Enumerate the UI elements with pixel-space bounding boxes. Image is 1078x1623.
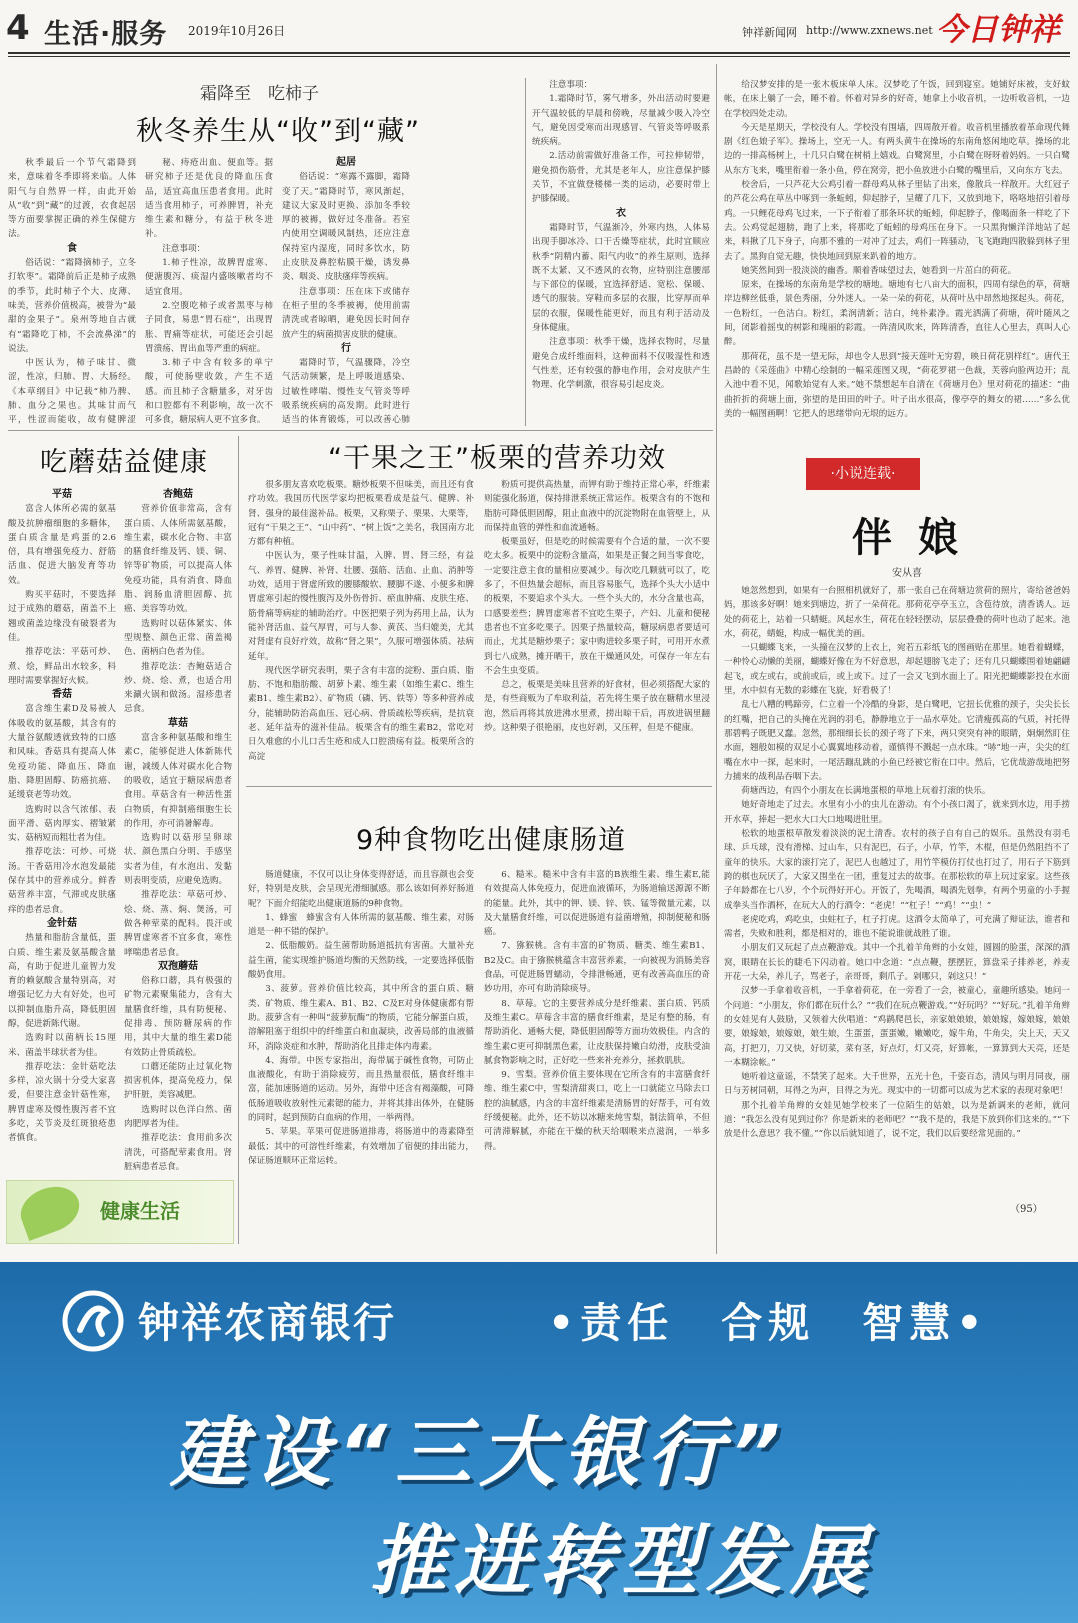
article2-col2 — [124, 488, 232, 1174]
paragraph: 富含维生素D及易被人体吸收的氨基酸，其含有的大量谷氨酸透就致特的口感和风味。香菇具有提高人体免疫功能、降血压、降血脂、降胆固醇、防癌抗癌、延缓衰老等功效。 — [8, 704, 116, 801]
paragraph: 推荐吃法：可炒、可烧汤。干香菇用冷水泡发最能保存其中的营养成分。鲜香菇营养丰富，气滞或皮肤瘙痒的患者忌食。 — [8, 847, 116, 915]
paragraph: 她忽然想到，如果有一台照相机就好了，那一张自己在荷塘边赏荷的照片，寄给爸爸妈妈，那该多好啊！她来到塘边，折了一朵荷花。那荷花亭亭玉立，含苞待放，清香诱人。远处的荷花上，站着一只蜻蜓。风起水生，荷花在轻轻摆动，层层叠叠的荷叶也动了起来。池水，荷花，蜻蜓，构成一幅优美的画。 — [724, 586, 1070, 639]
article1-col4 — [532, 78, 710, 426]
paragraph: 注意事项：秋季干燥，选择衣物时，尽量避免合成纤维面料，这种面料不仅吸湿性和透气性差，还有较强的静电作用，会对皮肤产生物理、化学刺激，很容易引起皮炎。 — [532, 337, 710, 391]
paragraph: 2、低脂酸奶。益生菌帮助肠道抵抗有害菌。大量补充益生菌，能实现维护肠道均衡的天然防线，一定要选择低脂酸奶食用。 — [248, 941, 474, 981]
paragraph: 推荐吃法：平菇可炒、煮、烩，鲜品出水较多，料理时需要掌握好火候。 — [8, 647, 116, 686]
article3-col2 — [484, 478, 710, 778]
paragraph: 5、苹果。苹果可促进肠道排毒，将肠道中的毒素降至最低；其中的可溶性纤维素，有效增加了宿便的排出能力，保证肠道顺环正常运转。 — [248, 1127, 474, 1166]
divider-vertical — [238, 436, 239, 1244]
subheading: 香菇 — [52, 689, 72, 701]
paragraph: 荷塘西边，有四个小朋友在长满地蛋根的草地上玩着打滚的快乐。 — [741, 786, 991, 797]
subheading: 杏鲍菇 — [163, 489, 193, 500]
serial-episode-number: （95） — [1010, 1204, 1043, 1215]
paragraph: 注意事项： — [162, 243, 206, 254]
article1-col2 — [145, 156, 273, 426]
paragraph: 很多朋友喜欢吃板栗。糖炒板栗不但味美，而且还有食疗功效。我国历代医学家均把板栗看成是益气、健脾、补肾、强身的最佳滋补品。板栗，又称栗子、栗果、大栗等，冠有“干果之王”、“山中药”、“树上饭”之美名，我国南方北方都有种植。 — [248, 480, 474, 548]
paragraph: 俗话说：“霜降摘柿子，立冬打软枣”。霜降前后正是柿子成熟的季节，此时柿子个大、皮薄、味美，营养价值极高，被誉为“最甜的金果子”。泉州等地自古就有“霜降吃丁柿，不会流鼻涕”的说法。 — [8, 258, 136, 354]
serial-bottom-text — [724, 584, 1070, 1198]
article2-title: 吃蘑菇益健康 — [40, 447, 208, 478]
paragraph: 俗话说：“寒露不露脚，霜降变了天。”霜降时节，寒风渐起，建议大家及时更换、添加冬季较厚的被褥，做好过冬准备。若室内使用空调暖风制热，还应注意保持室内湿度，同时多饮水，防止皮肤及鼻腔粘膜干燥，诱发鼻炎、咽炎、皮肤瘙痒等疾病。 — [282, 172, 410, 283]
subheading: 双孢蘑菇 — [158, 960, 198, 972]
paragraph: 2.空腹吃柿子或者黑枣与柿子同食，易患“胃石症”，出现胃胀、胃痛等症状，可能还会引起胃溃疡、胃出血等严重的病症。 — [145, 300, 273, 354]
paragraph: 现代医学研究表明，栗子含有丰富的淀粉、蛋白质、脂肪、不饱和脂肪酸、胡萝卜素、维生素（如维生素C、维生素B1、维生素B2）、矿物质（磷、钙、铁等）等多种营养成分，能辅助防治高血压、冠心病、骨质疏松等疾病，是抗衰老、延年益寿的滋补佳品。板栗含有的维生素B2，常吃对日久难愈的小儿口舌生疮和成人口腔溃疡有益。板栗所含的高淀 — [248, 665, 474, 762]
paragraph: 总之，板栗是美味且营养的好食材，但必须搭配大家的是，有些商贩为了牟取利益，若先将生栗子放在糖精水里浸泡，然后再将其放进沸水里煮，捞出晾干后，再放进锅里翻炒。这种栗子很艳丽，皮也好剥，又压秤，但是不健康。 — [484, 680, 710, 734]
paragraph: 霜降时节，气温骤降，冷空气活动频繁，是上呼吸道感染、过敏性哮喘、慢性支气管炎等呼吸系统疾病的高发期。此时进行适当的体育锻炼，可以改善心肺 — [282, 358, 410, 426]
paragraph: 粉质可提供高热量，而钾有助于维持正常心率，纤维素则能强化肠道，保持排泄系统正常运作。板栗含有的不饱和脂肪可降低胆固醇，阻止血液中的沉淀物附在血管壁上，从而保持血管的弹性和血流通畅。 — [484, 480, 710, 533]
paper-name: 今日钟祥 — [936, 12, 1060, 48]
paragraph: 校舍后，一只芦花大公鸡引着一群母鸡从林子里钻了出来，像散兵一样散开。大红冠子的芦花公鸡在草丛中啄到一条蚯蚓，仰起脖子，呈耀了几下，又放到地下，咯咯地招引着母鸡。一只鲤花母鸡飞过来，一下子衔着了那条环状的蚯蚓，仰起脖子，像喝面条一样吃了下去。公鸡觉起翅膀，跑了上来，将那吃了蚯蚓的母鸡压在身下。一只黑狗懒洋洋地站了起来，料揪了几下身子，向那不雅的一对冲了过去，鸡们一阵骚动，飞飞跑跑四散躲到林子里去了。黑狗自觉无趣，快快地回到原来趴着的地方。 — [724, 180, 1070, 262]
paragraph: 选购时以菇体紧实、体型规整、颜色正常、菌盖褐色、菌柄白色者为佳。 — [124, 618, 232, 658]
article4-col1 — [248, 868, 474, 1250]
paragraph: 推荐吃法：草菇可炒、烩、烧、蒸、焖、煲汤，可做各种荤菜的配料。畏汗或脾胃虚寒者不宜多食，寒性哮喘患者忌食。 — [124, 890, 232, 958]
paragraph: 1.霜降时节，雾气增多，外出活动时要避开气温较低的早晨和傍晚，尽量减少吸入冷空气，避免因受寒而出现感冒、气管炎等呼吸系统疾病。 — [532, 94, 710, 148]
paragraph: 秋季最后一个节气霜降到来，意味着冬季即将来临。人体阳气与自然界一样，由此开始从“收”到“藏”的过渡，衣食起居等方面要掌握正确的养生保健方法。 — [8, 158, 136, 240]
masthead-rule-thin — [8, 56, 1070, 57]
paragraph: 9、雪梨。营养价值主要体现在它所含有的丰富膳食纤维、维生素C中，雪梨清甜爽口，吃上一口就能立马除去口腔的油腻感，内含的丰富纤维素是清肠胃的好帮手，可有效纾缓便秘。此外，还不妨以冰糖来炖雪梨，制法简单，不但可清滞解腻，亦能在干燥的秋天给咽喉来点滋润，一举多得。 — [484, 1070, 710, 1152]
divider-horizontal — [8, 430, 713, 431]
paragraph: 中医认为，栗子性味甘温，入脾、胃、肾三经，有益气、养胃、健脾、补肾、壮腰、强筋、活血、止血、消肿等功效，适用于肾虚所致的腰膝酸软、腰脚不遂、小便多和脾胃虚寒引起的慢性腹泻及外伤骨折、瘀血肿痛、皮肤生疮、筋骨痛等病症的辅助治疗。中医把栗子列为药用上品，认为能补肾活血、益气厚胃，可与人参、黄芪、当归媲美，尤其对肾虚有良好疗效，故称“肾之果”，久服可增强体质、祛病延年。 — [248, 551, 474, 662]
paragraph: 1.柿子性凉，故脾胃虚寒、便溏腹泻、痰湿内盛咳嗽者均不适宜食用。 — [145, 258, 273, 297]
paragraph: 她听着这童谣，不禁笑了起来。大千世界，五光十色，千姿百态，清风与明月同夜，丽日与芳树同朝，耳得之为声，目得之为光。现实中的一切都可以成为艺术家的表现对象吧！ — [724, 1072, 1070, 1097]
subheading: 草菇 — [168, 717, 188, 729]
paragraph: 汉梦一手拿着收音机，一手拿着荷花，在一旁看了一会，被童心，童趣所感染。她问一个问道：“小朋友，你们都在玩什么？”“我们在玩点鞭游戏。”“好玩吗？”“好玩。”扎着羊角辫的女娃见有人鼓励，又领着大伙唱道：“鸡鹋爬邑长，亲家娘娘娘，娘娘嫁，嫁娘嫁，娘娘要，娘嫁娘，娘嫁娘，娘生娘，生蛋蛋，蛋蛋嫩，嫩嫩吃，嫁牛角，牛角尖，尖上天，天又高，打把刀，刀又快，好切菜，菜有茎，好点灯，灯又亮，好算帐，一算算到大天亮，还是一本糊涂帐。” — [724, 986, 1070, 1068]
ad-bank-name: 钟祥农商银行 — [138, 1299, 396, 1347]
page-number: 4 — [6, 8, 30, 48]
subheading: 行 — [341, 342, 351, 354]
issue-date: 2019年10月26日 — [188, 24, 286, 38]
paragraph: 选购时以菌柄长15厘米、菌盖半球状者为佳。 — [8, 1033, 116, 1058]
paragraph: 富含人体所必需的氨基酸及抗肿瘤细胞的多糖体，蛋白质含量是鸡蛋的2.6倍，具有增强免疫力、舒筋活血、促进大脑发育等功效。 — [8, 504, 116, 586]
paragraph: 1、蜂蜜 蜂蜜含有人体所需的氨基酸、维生素，对肠道是一种不错的保护。 — [248, 912, 474, 938]
site-name: 钟祥新闻网 — [742, 26, 797, 39]
paragraph: 秘、痔疮出血、便血等。据研究柿子还是优良的降血压食品，适宜高血压患者食用。此时适当食用柿子，可养脾胃，补充维生素和糖分，有益于秋冬进补。 — [145, 158, 273, 240]
article1-kicker: 霜降至 吃柿子 — [200, 84, 319, 104]
article1-col1 — [8, 156, 136, 426]
subheading: 平菇 — [52, 489, 72, 500]
divider-vertical — [525, 78, 526, 426]
paragraph: 热量和脂肪含量低，蛋白质、维生素及氨基酸含量高，有助于促进儿童智力发育的赖氨酸含量特别高，对增强记忆力大有好处，也可以抑制血脂升高，降低胆固醇，促进新陈代谢。 — [8, 933, 116, 1029]
divider-vertical — [716, 64, 717, 1254]
paragraph: 2.活动前需做好准备工作，可拉伸韧带，避免损伤筋骨，尤其是老年人，应注意保护膝关节，不宜做登楼梯一类的运动，必要时带上护膝保暖。 — [532, 151, 710, 205]
paragraph: 原来，在操场的东南角是学校的塘地。塘地有七八亩大的面积，四周有绿色的草，荷塘岸边柳丝低垂，景色秀丽，分外迷人。一朵一朵的荷花，从荷叶丛中昂然地探起头。荷花，一色粉红，一色洁白。粉红，柔润清新；洁白，纯朴素净。霞光洒满了荷塘，荷叶随风之间，闭影着摇曳的树影和瑰丽的彩霞。一阵清风吹来，阵阵清香，直往人心里去，真叫人心醉。 — [724, 280, 1070, 348]
paragraph: 6、糙米。糙米中含有丰富的B族维生素、维生素E,能有效提高人体免疫力，促进血液循环，为肠道输送源源不断的能量。此外，其中的钾、镁、锌、铁、锰等微量元素，以及大量膳食纤维，可以促进肠道有益菌增殖，抑制便秘和肠癌。 — [484, 870, 710, 938]
paragraph: 注意事项： — [549, 80, 593, 90]
article1-col3 — [282, 156, 410, 426]
subheading: 金针菇 — [47, 917, 77, 929]
novel-title: 伴娘 — [852, 514, 984, 561]
paragraph: 8、草莓。它的主要营养成分是纤维素、蛋白质、钙质及维生素C。草莓含丰富的膳食纤维素，是足有整的肠，有帮助消化、通畅大便，降低胆固醇等方面功效极佳。内含的维生素C更可抑制黑色素，让皮肤保持嫩白幼滑，皮肤受油腻食物影响之时，正好吃一些来补充养分，拯救肌肤。 — [484, 998, 710, 1066]
paragraph: 她笑然间到一股淡淡的幽香。顺着香味望过去，她看到一片茁白的荷花。 — [741, 265, 1017, 276]
site-url[interactable]: http://www.zxnews.net — [806, 24, 933, 37]
masthead-rule — [8, 52, 1070, 54]
article4-col2 — [484, 868, 710, 1250]
bank-logo-icon — [62, 1290, 124, 1352]
paragraph: 营养价值非常高，含有蛋白质、人体所需氨基酸，维生素，碳水化合物、丰富的膳食纤维及钙、镁、铜、锌等矿物质，可以提高人体免疫功能，具有消食、降血脂、润肠血清胆固醇、抗癌、美容等功效。 — [124, 504, 232, 615]
paragraph: 那个扎着羊角辫的女娃见她学校来了一位陌生的姑娘，以为是新调来的老师，就问道：“我怎么没有见到过你？你是新来的老师吧？”“我不是的，我是下放到你们这来的。”“下放是什么意思？我不懂。”“你以后就知道了，说不定，我们以后要经常见面的。” — [724, 1100, 1070, 1140]
paragraph: 松软的地蛋根草散发着淡淡的泥土清香。农村的孩子自有自己的娱乐。虽然没有羽毛球、乒乓球，没有滑梯、过山车，只有泥巴，石子，小草，竹竿，木棍，但是仍然阻挡不了童年的快乐。大家的滚打完了，泥巴人也越过了，用竹竿模仿打仗也打过了，用石子下筋到跨的棋也玩厌了，大家又围坐在一团，重复过去的故事。在那松软的草上玩过家家。这些孩子年龄都在七八岁，个个玩得好开心。开饭了，先喝酒，喝酒先划拳，有两个男童的小手握成拳头当作酒杯，在玩大人的行酒令：“老虎！”“杠子！”“鸡！”“虫！” — [724, 829, 1070, 911]
paragraph: 推荐吃法：金针菇吃法多样，凉火锅十分受大家喜爱，但要注意金针菇性寒，脾胃虚寒及慢性腹泻者不宜多吃，关节炎及红斑狼疮患者慎食。 — [8, 1061, 116, 1144]
paragraph: 富含多种氨基酸和维生素C，能够促进人体新陈代谢，减缓人体对碳水化合物的吸收，适宜于糖尿病患者食用。草菇含有一种活性蛋白物质，有抑制癌细胞生长的作用，亦可消暑解毒。 — [124, 733, 232, 829]
paragraph: 老虎吃鸡，鸡吃虫，虫蛀杠子，杠子打虎。这酒令太简单了，可充满了辩证法，谁者和需者，失败和胜利，都是相对的，谁也不能说谁就战胜了谁。 — [724, 914, 1070, 940]
paragraph: 3.柿子中含有较多的单宁酸，可使肠壁收敛，产生不适感。而且柿子含糖量多，对牙齿和口腔都有不利影响，故一次不可多食，糖尿病人更不宜多食。 — [145, 358, 273, 426]
article2-col1 — [8, 488, 116, 1174]
paragraph: 口蘑还能防止过氧化物损害机体，提高免疫力，保护肝脏，美容减肥。 — [124, 1061, 232, 1101]
subheading: 衣 — [616, 207, 626, 219]
paragraph: 乱七八糟的鸭蹄旁，仁立着一个冷酷的身影，是白鹭吧，它扭长优雅的颈子，尖尖长长的红嘴，把自己的头掩在光润的羽毛，静静地立于一品水草处。它清瘦孤高的气质，衬托得那碧鸭子既肥又蠢。忽然，那细细长长的颈子弯了下来，两只突突有神的眼睛，炯炯然盯住水面，翘般如模的双足小心翼翼地移动着，谨慎得不溅起一点水珠。“哧”地一声，尖尖的红嘴在水中一探，起来时，一尾活蹦乱跳的小鱼已经被它衔在口中。然后，它优哉游哉地把努力捕来的战利品吞咽下去。 — [724, 700, 1070, 782]
divider-horizontal — [246, 786, 712, 787]
paragraph: 今天是星期天，学校没有人。学校没有围墙，四周散开着。收音机里播放着革命现代舞剧《红色娘子军》。操场上，空无一人。有两头黄牛在操场的东南角悠闲地吃草。操场的北边的一排高杨树上，十几只白鹭在树梢上嬉戏。白鹭窝里，小白鹭在呀呀着妈妈。一只白鹭从东方飞来，嘴里衔着一条小鱼，停在窝旁，把小鱼放进小白鹭的嘴里后，又向东方飞去。 — [724, 122, 1070, 176]
paragraph: 板栗虽好，但是吃的时候需要有个合适的量，一次不要吃太多。板栗中的淀粉含量高，如果是正餐之间当零食吃，一定要注意主食的量相应要减少。每次吃几颗就可以了，吃多了，不但热量会超标，而且容易胀气，选择个头大小适中的板栗，不要追求个头大。一些个头大的，水分含量也高，口感要差些；脾胃虚寒者不宜吃生栗子，产妇、儿童和便秘患者也不宜多吃栗子。因栗子热量较高，糖尿病患者要适可而止，尤其是糖炒栗子；家中购进较多栗子时，可用开水煮到七八成熟，摊开晒干，放在干燥通风处，可保存一年左右不会生虫变质。 — [484, 537, 710, 676]
paragraph: 俗称口蘑，具有极强的矿物元素聚集能力，含有大量膳食纤维，具有防便秘、促排毒、预防糖尿病的作用，其中大量的维生素D能有效防止骨质疏松。 — [124, 976, 232, 1058]
paragraph: 她好奇地走了过去。水里有小小的虫儿在游动。有个小孩口渴了，就来到水边，用手捞开水草，捧起一把水大口大口地喝进肚里。 — [724, 800, 1070, 825]
paragraph: 3、菠萝。营养价值比较高，其中所含的蛋白质、糖类、矿物质、维生素A、B1、B2、C及E对身体健康都有帮助。菠萝含有一种叫“菠萝朊酶”的物质，它能分解蛋白质，溶解阻塞于组织中的纤维蛋白和血凝块，改善局部的血液循环，消除炎症和水肿，帮助消化且排走体内毒素。 — [248, 984, 474, 1052]
subheading: 食 — [67, 242, 77, 254]
ad-values: •责任 合规 智慧• — [548, 1299, 989, 1347]
paragraph: 霜降时节，气温渐冷，外寒内热，人体易出现手脚冰冷、口干舌燥等症状，此时宜顺应秋季“阴精内蓄、阳气内收”的养生原则，选择既不太紧、又不透风的衣物，应特别注意腰部与下部位的保暖，宜选择舒适、宽松、保暖、透气的服装。穿鞋而多层的衣服，比穿厚而单层的衣服，保暖性能更好，而且有利于活动及身体健康。 — [532, 222, 710, 334]
paragraph: 购买平菇时，不要选择过于成熟的蘑菇，菌盖不上翘或菌盖边缘没有破裂者为佳。 — [8, 590, 116, 643]
serial-top-text — [724, 78, 1070, 446]
subheading: 起居 — [336, 157, 356, 168]
paragraph: 一只蝴蝶飞来，一头撞在汉梦的上衣上，宛若五彩纸飞的图画贴在那里。她看着蝴蝶，一种怜心动懒的美丽，蝴蝶好像在为不好意思，却起翅膀飞走了；还有几只蝴蝶围着她翩翩起飞，或左或右，或前或后，或上或下。过了一会又飞到水面上了。阳光把蝴蝶影投在水面里，水中似有无数的彩蝶在飞旋，好看极了！ — [724, 643, 1070, 697]
paragraph: 选购时以含气浓郁、表面平滑、菇肉厚实、褶皱紧实、菇柄短而粗壮者为佳。 — [8, 804, 116, 844]
paragraph: 那荷花，虽不是一望无际，却也令人思到“接天莲叶无穷碧，映日荷花别样红”。唐代王昌龄的《采莲曲》中精心绘制的一幅采莲图又现，“荷花罗裙一色裁，芙蓉向脸两边开；乱入池中看不见，闻歌始觉有人来。”她不禁想起车自清在《荷塘月色》里对荷花的描述：“曲曲折折的荷塘上面，弥望的是田田的叶子。叶子出水很高，像亭亭的舞女的裙……”多么优美的一幅图画啊！它把人的思绪带向无垠的远方。 — [724, 351, 1070, 419]
paragraph: 给汉梦安排的是一张木板床单人床。汉梦吃了午饭，回到寝室。她铺好床被，支好蚊帐，在床上躺了一会，睡不着。怀着对异乡的好奇，她拿上小收音机，一边听收音机，一边在学校四处走动。 — [724, 80, 1070, 119]
paragraph: 小朋友们又玩起了点点鞭游戏。其中一个扎着羊角辫的小女娃，圆圆的脸蛋，深深的酒窝，眼睛在长长的睫毛下闪动着。她口中念道：“点点鞭，摆摆匠，算盘采子排养老，养麦开花一大朵，养儿子，骂老子，亲哥哥，剩爪子。剁哪只，剁这只！” — [724, 943, 1070, 983]
ad-slogan-2: 推进转型发展 — [370, 1516, 874, 1605]
section-title: 生活·服务 — [44, 19, 168, 50]
paragraph: 中医认为，柿子味甘、微涩，性凉，归肺、胃、大肠经。《本草纲目》中记载“柿乃脾、肺、血分之果也。其味甘而气平，性涩而能收，故有健脾涩 — [8, 358, 136, 426]
paragraph: 肠道健康，不仅可以让身体变得舒适，而且容颜也会变好，特别是皮肤，会呈现光滑细腻感。那么该如何养好肠道呢？下面介绍能吃出健康道肠的9种食物。 — [248, 870, 474, 909]
serial-badge: ·小说连载· — [806, 458, 920, 490]
paragraph: 选购时以菇形呈卵球状、颜色黑白分明、手感坚实者为佳，有水泡出、发黏则表明变质，应避免选购。 — [124, 833, 232, 887]
paragraph: 4、海带。中医专家指出，海带属于碱性食物，可防止血液酸化，有助于消除疲劳，而且热量很低，膳食纤维丰富，能加速肠道的运动。另外，海带中还含有褐藻酸，可降低肠道吸收放射性元素锶的能力，并将其排出体外，在健肠的同时，起到预防白血病的作用，一举两得。 — [248, 1055, 474, 1124]
novel-author: 安从喜 — [892, 568, 922, 579]
paragraph: 推荐吃法：杏鲍菇适合炒、烧、烩、煮，也适合用来涮火锅和做汤。湿疹患者忌食。 — [124, 661, 232, 715]
paragraph: 注意事项：压在床下或储存在柜子里的冬季被褥，使用前需清洗或者晾晒，避免因长时间存放产生的病菌损害皮肤的健康。 — [282, 286, 410, 340]
paragraph: 推荐吃法：食用前多次清洗，可搭配荤素食用。肾脏病患者忌食。 — [124, 1133, 232, 1172]
article3-col1 — [248, 478, 474, 778]
paragraph: 7、猕猴桃。含有丰富的矿物质、糖类、维生素B1、B2及C。由于猕猴桃蕴含丰富营养素，一向被视为消肠美容食品，可促进肠胃蠕动，令排泄畅通，更有改善高血压的奇妙功用，亦可有助消除痰导。 — [484, 941, 710, 995]
ad-slogan-1: 建设“三大银行” — [170, 1408, 788, 1497]
article4-title: 9种食物吃出健康肠道 — [356, 825, 627, 856]
article1-title: 秋冬养生从“收”到“藏” — [136, 116, 420, 147]
article3-title: “干果之王”板栗的营养功效 — [328, 443, 666, 474]
health-banner-text: 健康生活 — [100, 1199, 180, 1223]
paragraph: 选购时以色洋白然、菌肉肥厚者为佳。 — [124, 1104, 232, 1130]
